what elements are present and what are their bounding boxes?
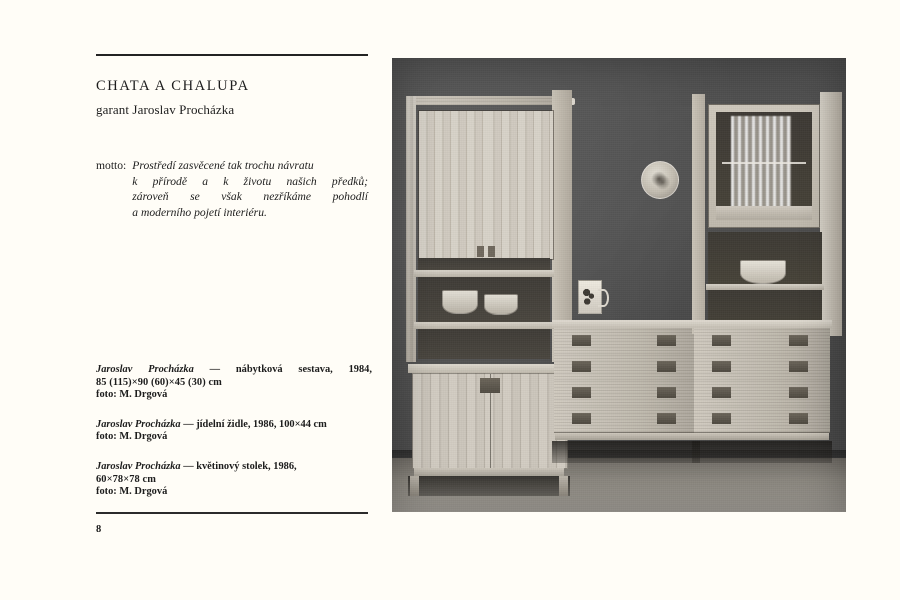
drawer [694, 406, 830, 433]
drawer-handle [789, 387, 808, 398]
hutch-door-knob-right [488, 246, 495, 257]
hutch-top-rail [406, 96, 572, 105]
ceramic-bowl [442, 290, 478, 314]
drawer-handle [657, 413, 676, 424]
glass-door [708, 104, 820, 228]
drawer-handle [712, 335, 731, 346]
page-number: 8 [96, 524, 102, 535]
dresser-middle [552, 320, 700, 496]
dresser-right [692, 320, 832, 496]
drawer-handle [712, 387, 731, 398]
motto-line-3: zároveň se však nezříkáme pohodlí [132, 190, 368, 203]
hutch-door-left [419, 111, 487, 259]
hutch-doors [418, 110, 554, 260]
base-cabinet-doors [412, 373, 568, 469]
base-cabinet-top [408, 364, 570, 373]
decorative-plate-icon [641, 161, 679, 199]
drawer [694, 380, 830, 407]
dresser-plinth [555, 433, 697, 440]
hutch-door-knob-left [477, 246, 484, 257]
dresser-shadow [692, 441, 832, 463]
page-subtitle: garant Jaroslav Procházka [96, 102, 235, 117]
caption-list [96, 364, 372, 516]
glass-pane [716, 112, 812, 220]
caption-photo-credit: foto: M. Drgová [96, 431, 168, 443]
caption-item [96, 419, 372, 444]
drawer [554, 354, 698, 381]
drawer [554, 380, 698, 407]
cabinet-post-right [820, 92, 842, 336]
dresser-top [552, 320, 700, 328]
drawer-handle [657, 387, 676, 398]
motto-line-1: Prostředí zasvěcené tak trochu návratu [132, 159, 314, 172]
caption-artist: Jaroslav Procházka [96, 460, 181, 472]
motto-text [132, 158, 368, 220]
cabinet-post-left [692, 94, 705, 334]
drawer-handle [657, 361, 676, 372]
hutch-shelf-upper [414, 270, 554, 277]
hutch-door-right [486, 111, 553, 259]
drawer [554, 406, 698, 433]
caption-line-primary [96, 364, 372, 377]
drawer-handle [657, 335, 676, 346]
base-cabinet-legs [408, 476, 570, 496]
motto-line-2: k přírodě a k životu našich předků; [132, 174, 368, 188]
drawer-handle [572, 413, 591, 424]
caption-line-primary [96, 419, 372, 432]
curtain-rod [722, 162, 806, 164]
caption-photo-credit: foto: M. Drgová [96, 389, 168, 401]
drawer [554, 328, 698, 355]
motto-label: motto: [96, 159, 127, 172]
base-cabinet-handle [480, 378, 500, 393]
drawer-handle [712, 361, 731, 372]
page-title: CHATA A CHALUPA [96, 78, 250, 94]
ceramic-mug [578, 280, 602, 314]
base-cabinet-plinth [414, 468, 564, 476]
dresser-top [692, 320, 832, 328]
caption-description: květinový stolek, 1986, [196, 460, 297, 472]
furniture-photograph [392, 58, 846, 512]
drawer [694, 328, 830, 355]
caption-artist: Jaroslav Procházka [96, 364, 194, 375]
base-cabinet-left [408, 364, 570, 496]
ceramic-bowl [484, 294, 518, 315]
dresser-plinth [695, 433, 829, 440]
text-column [96, 54, 372, 544]
hutch-cavity-top [418, 258, 550, 270]
cabinet-leg [410, 476, 419, 496]
drawer-handle [789, 413, 808, 424]
top-rule [96, 54, 368, 56]
dresser-shadow [552, 441, 700, 463]
caption-line-primary [96, 461, 372, 474]
hutch-shelf-lower [414, 322, 554, 329]
curtain [731, 116, 791, 215]
left-hutch-unit [406, 96, 572, 496]
caption-photo-credit: foto: M. Drgová [96, 486, 168, 498]
mug-decoration [583, 288, 595, 306]
drawer-handle [572, 335, 591, 346]
caption-dimensions: 85 (115)×90 (60)×45 (30) cm [96, 376, 222, 388]
caption-item [96, 364, 372, 402]
drawer-handle [572, 361, 591, 372]
motto-line-4: a moderního pojetí interiéru. [132, 205, 267, 219]
heading-block [96, 78, 368, 118]
hutch-cavity-bottom [418, 329, 550, 359]
bottom-rule [96, 512, 368, 514]
drawer-handle [789, 335, 808, 346]
ceramic-bowl [740, 260, 786, 284]
right-glass-cabinet-unit [692, 94, 842, 334]
motto-block [96, 158, 368, 220]
caption-dash: — [209, 364, 221, 375]
caption-description: jídelní židle, 1986, 100×44 cm [196, 418, 327, 430]
drawer [694, 354, 830, 381]
glass-door-bottom-rail [716, 206, 812, 220]
drawer-handle [789, 361, 808, 372]
caption-dash: — [183, 418, 194, 430]
caption-description: nábytková sestava, 1984, [235, 364, 372, 375]
caption-dimensions: 60×78×78 cm [96, 473, 156, 485]
drawer-handle [572, 387, 591, 398]
caption-artist: Jaroslav Procházka [96, 418, 181, 430]
caption-item [96, 461, 372, 499]
caption-dash: — [183, 460, 194, 472]
drawer-handle [712, 413, 731, 424]
photograph-scene [392, 58, 846, 512]
